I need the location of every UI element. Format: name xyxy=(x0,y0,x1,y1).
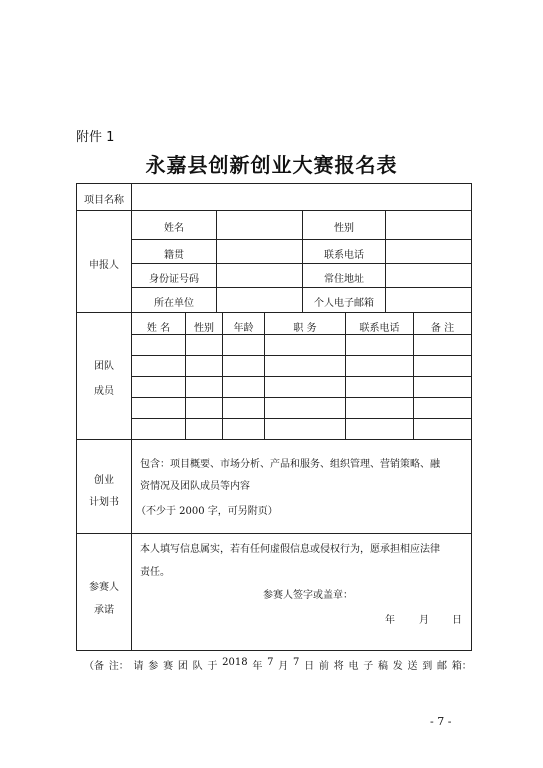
team-header-gender: 性别 xyxy=(194,323,214,334)
name-field[interactable] xyxy=(218,212,300,237)
team-label-line2: 成员 xyxy=(94,386,114,397)
project-name-field[interactable] xyxy=(133,185,469,209)
team-header-position: 职 务 xyxy=(293,323,317,334)
note-part: 前 xyxy=(318,661,329,672)
commitment-label-line2: 承诺 xyxy=(94,605,114,616)
date-month-label: 月 xyxy=(419,615,429,626)
project-name-label: 项目名称 xyxy=(84,195,124,206)
team-header-remark: 备 注 xyxy=(430,323,455,334)
note-part: 参 xyxy=(148,661,159,672)
note-part: 队 xyxy=(192,661,203,672)
email-label: 个人电子邮箱 xyxy=(314,298,374,309)
gender-label: 性别 xyxy=(334,223,354,234)
commitment-text-line1: 本人填写信息属实，若有任何虚假信息或侵权行为，愿承担相应法律 xyxy=(140,544,440,555)
note-part: 电 xyxy=(348,661,359,672)
plan-content-line2: 资情况及团队成员等内容 xyxy=(140,481,250,492)
phone-label: 联系电话 xyxy=(324,250,364,261)
name-label: 姓名 xyxy=(164,223,184,234)
team-member-row[interactable] xyxy=(132,357,471,375)
note-part: 请 xyxy=(133,661,144,672)
plan-label-line1: 创业 xyxy=(94,475,114,486)
email-field[interactable] xyxy=(387,289,469,311)
note-part: 7 xyxy=(267,657,274,668)
note-part: 赛 xyxy=(163,661,174,672)
note-part: 日 xyxy=(304,661,315,672)
submission-note xyxy=(84,657,472,672)
team-label-line1: 团队 xyxy=(94,361,114,372)
note-part: 将 xyxy=(333,661,344,672)
note-part: 箱： xyxy=(451,661,472,672)
note-part: 到 xyxy=(422,661,433,672)
note-part: （备 xyxy=(84,661,104,672)
note-part: 于 xyxy=(207,661,218,672)
team-member-row[interactable] xyxy=(132,420,471,438)
id-number-label: 身份证号码 xyxy=(149,274,199,285)
note-part: 稿 xyxy=(377,661,388,672)
form-title: 永嘉县创新创业大赛报名表 xyxy=(145,153,398,177)
phone-field[interactable] xyxy=(387,241,469,262)
gender-field[interactable] xyxy=(387,212,469,237)
plan-content-line1: 包含：项目概要、市场分析、产品和服务、组织管理、营销策略、融 xyxy=(140,459,440,470)
note-part: 邮 xyxy=(437,661,448,672)
note-part: 注： xyxy=(108,661,129,672)
commitment-label-line1: 参赛人 xyxy=(89,582,119,593)
signature-field[interactable] xyxy=(360,588,460,606)
team-member-row[interactable] xyxy=(132,378,471,396)
date-day-label: 日 xyxy=(452,615,462,626)
note-part: 发 xyxy=(392,661,403,672)
native-place-label: 籍贯 xyxy=(164,250,184,261)
unit-field[interactable] xyxy=(218,289,300,311)
team-member-row[interactable] xyxy=(132,336,471,354)
note-part: 送 xyxy=(407,661,418,672)
plan-label-line2: 计划书 xyxy=(89,497,119,508)
id-number-field[interactable] xyxy=(218,265,300,286)
native-place-field[interactable] xyxy=(218,241,300,262)
page-number: - 7 - xyxy=(430,715,452,728)
team-header-age: 年龄 xyxy=(233,323,254,334)
team-header-phone: 联系电话 xyxy=(359,323,400,334)
note-part: 2018 xyxy=(222,657,248,668)
address-label: 常住地址 xyxy=(324,274,364,285)
note-part: 子 xyxy=(363,661,374,672)
note-part: 团 xyxy=(177,661,188,672)
note-part: 年 xyxy=(252,661,263,672)
date-year-label: 年 xyxy=(385,615,395,626)
team-member-row[interactable] xyxy=(132,399,471,417)
note-part: 7 xyxy=(293,657,300,668)
team-header-name: 姓 名 xyxy=(146,323,171,334)
address-field[interactable] xyxy=(387,265,469,286)
unit-label: 所在单位 xyxy=(154,298,194,309)
attachment-label: 附件 1 xyxy=(76,130,115,145)
note-part: 月 xyxy=(278,661,289,672)
plan-content-line3: （不少于 2000 字，可另附页） xyxy=(136,506,278,517)
commitment-text-line2: 责任。 xyxy=(140,567,170,578)
signature-label: 参赛人签字或盖章： xyxy=(263,590,353,601)
applicant-section-label: 申报人 xyxy=(89,260,119,271)
